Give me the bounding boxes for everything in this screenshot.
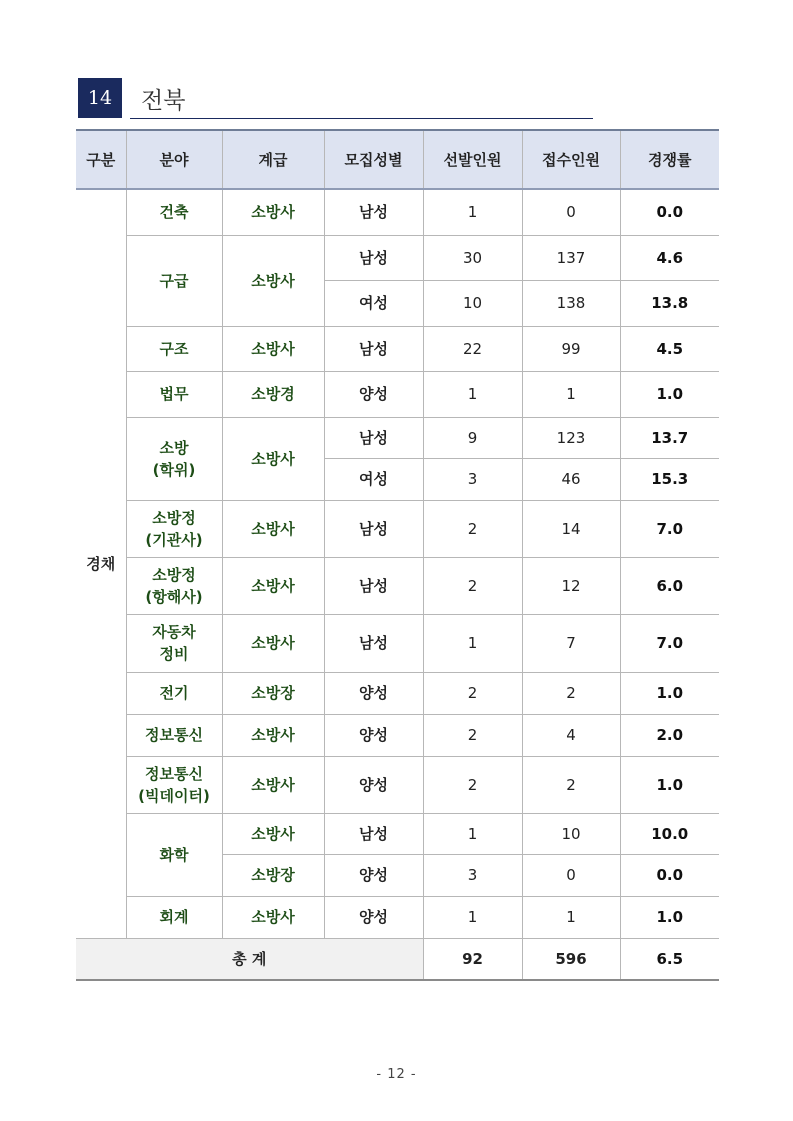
applied-cell: 0	[522, 854, 620, 896]
field-cell	[126, 756, 222, 813]
grade-cell: 소방사	[222, 756, 324, 813]
header-gender: 모집성별	[324, 130, 423, 189]
grade-cell: 소방경	[222, 371, 324, 417]
field-line: 소방정	[152, 565, 196, 584]
table-row	[76, 500, 719, 557]
grade-cell: 소방사	[222, 500, 324, 557]
selected-cell: 10	[423, 280, 522, 326]
grade-cell: 소방장	[222, 854, 324, 896]
field-cell: 법무	[126, 371, 222, 417]
grade-cell: 소방사	[222, 557, 324, 614]
section-divider	[130, 118, 593, 119]
applied-cell: 137	[522, 235, 620, 280]
field-line: 소방	[159, 438, 189, 457]
selected-cell: 2	[423, 672, 522, 714]
selected-cell: 3	[423, 458, 522, 500]
grade-cell: 소방사	[222, 896, 324, 938]
rate-cell: 6.0	[620, 557, 719, 614]
header-selected: 선발인원	[423, 130, 522, 189]
gender-cell: 여성	[324, 458, 423, 500]
grade-cell: 소방사	[222, 813, 324, 854]
applied-cell: 1	[522, 371, 620, 417]
field-cell: 구조	[126, 326, 222, 371]
gender-cell: 남성	[324, 500, 423, 557]
field-line: (기관사)	[145, 530, 203, 549]
rate-cell: 1.0	[620, 896, 719, 938]
gender-cell: 양성	[324, 672, 423, 714]
applied-cell: 46	[522, 458, 620, 500]
rate-cell: 0.0	[620, 189, 719, 235]
rate-cell: 1.0	[620, 672, 719, 714]
rate-cell: 2.0	[620, 714, 719, 756]
selected-cell: 2	[423, 557, 522, 614]
applied-cell: 4	[522, 714, 620, 756]
group-label: 경채	[76, 189, 126, 938]
field-cell: 전기	[126, 672, 222, 714]
gender-cell: 남성	[324, 235, 423, 280]
field-line: 자동차	[152, 623, 196, 641]
selected-cell: 2	[423, 714, 522, 756]
field-line: 소방정	[152, 508, 196, 527]
field-line: (항해사)	[145, 587, 203, 606]
applied-cell: 2	[522, 756, 620, 813]
selected-cell: 22	[423, 326, 522, 371]
table-row	[76, 813, 719, 854]
rate-cell: 4.5	[620, 326, 719, 371]
header-applied: 접수인원	[522, 130, 620, 189]
applied-cell: 10	[522, 813, 620, 854]
selected-cell: 1	[423, 614, 522, 672]
page-number: - 12 -	[376, 1067, 417, 1082]
section-title: 전북	[141, 88, 186, 114]
rate-cell: 13.8	[620, 280, 719, 326]
field-cell: 구급	[126, 235, 222, 326]
gender-cell: 양성	[324, 854, 423, 896]
table-row	[76, 326, 719, 371]
applied-cell: 99	[522, 326, 620, 371]
table-row	[76, 896, 719, 938]
gender-cell: 남성	[324, 614, 423, 672]
field-cell: 화학	[126, 813, 222, 896]
table-row	[76, 756, 719, 813]
table-row	[76, 417, 719, 458]
grade-cell: 소방사	[222, 235, 324, 326]
total-row	[76, 938, 719, 980]
recruitment-table	[76, 129, 719, 981]
field-cell: 건축	[126, 189, 222, 235]
rate-cell: 15.3	[620, 458, 719, 500]
gender-cell: 남성	[324, 189, 423, 235]
table-row	[76, 614, 719, 672]
selected-cell: 9	[423, 417, 522, 458]
header-grade: 계급	[222, 130, 324, 189]
table-row	[76, 714, 719, 756]
section-header	[78, 78, 593, 120]
header-field: 분야	[126, 130, 222, 189]
table-header-row	[76, 130, 719, 189]
selected-cell: 3	[423, 854, 522, 896]
selected-cell: 30	[423, 235, 522, 280]
table-row	[76, 672, 719, 714]
rate-cell: 13.7	[620, 417, 719, 458]
field-cell	[126, 500, 222, 557]
gender-cell: 남성	[324, 813, 423, 854]
table-row	[76, 189, 719, 235]
selected-cell: 1	[423, 371, 522, 417]
field-line: (빅데이터)	[138, 786, 210, 805]
header-category: 구분	[76, 130, 126, 189]
applied-cell: 138	[522, 280, 620, 326]
grade-cell: 소방사	[222, 714, 324, 756]
gender-cell: 여성	[324, 280, 423, 326]
field-line: 정비	[159, 645, 189, 663]
gender-cell: 남성	[324, 417, 423, 458]
total-rate: 6.5	[620, 938, 719, 980]
gender-cell: 남성	[324, 557, 423, 614]
field-cell	[126, 557, 222, 614]
table-row	[76, 235, 719, 280]
rate-cell: 1.0	[620, 756, 719, 813]
rate-cell: 1.0	[620, 371, 719, 417]
applied-cell: 12	[522, 557, 620, 614]
rate-cell: 0.0	[620, 854, 719, 896]
rate-cell: 7.0	[620, 500, 719, 557]
selected-cell: 2	[423, 500, 522, 557]
total-applied: 596	[522, 938, 620, 980]
grade-cell: 소방사	[222, 189, 324, 235]
applied-cell: 7	[522, 614, 620, 672]
table-row	[76, 371, 719, 417]
field-cell: 정보통신	[126, 714, 222, 756]
grade-cell: 소방사	[222, 614, 324, 672]
gender-cell: 양성	[324, 371, 423, 417]
rate-cell: 7.0	[620, 614, 719, 672]
applied-cell: 1	[522, 896, 620, 938]
grade-cell: 소방장	[222, 672, 324, 714]
field-line: (학위)	[152, 460, 196, 479]
rate-cell: 4.6	[620, 235, 719, 280]
rate-cell: 10.0	[620, 813, 719, 854]
gender-cell: 남성	[324, 326, 423, 371]
total-label: 총 계	[76, 938, 423, 980]
selected-cell: 1	[423, 813, 522, 854]
applied-cell: 2	[522, 672, 620, 714]
table-row	[76, 557, 719, 614]
field-line: 정보통신	[145, 764, 203, 783]
field-cell	[126, 614, 222, 672]
field-cell: 회계	[126, 896, 222, 938]
selected-cell: 1	[423, 189, 522, 235]
gender-cell: 양성	[324, 756, 423, 813]
total-selected: 92	[423, 938, 522, 980]
selected-cell: 2	[423, 756, 522, 813]
section-number: 14	[78, 78, 122, 118]
field-cell	[126, 417, 222, 500]
applied-cell: 14	[522, 500, 620, 557]
grade-cell: 소방사	[222, 326, 324, 371]
selected-cell: 1	[423, 896, 522, 938]
gender-cell: 양성	[324, 896, 423, 938]
gender-cell: 양성	[324, 714, 423, 756]
applied-cell: 0	[522, 189, 620, 235]
applied-cell: 123	[522, 417, 620, 458]
header-rate: 경쟁률	[620, 130, 719, 189]
grade-cell: 소방사	[222, 417, 324, 500]
